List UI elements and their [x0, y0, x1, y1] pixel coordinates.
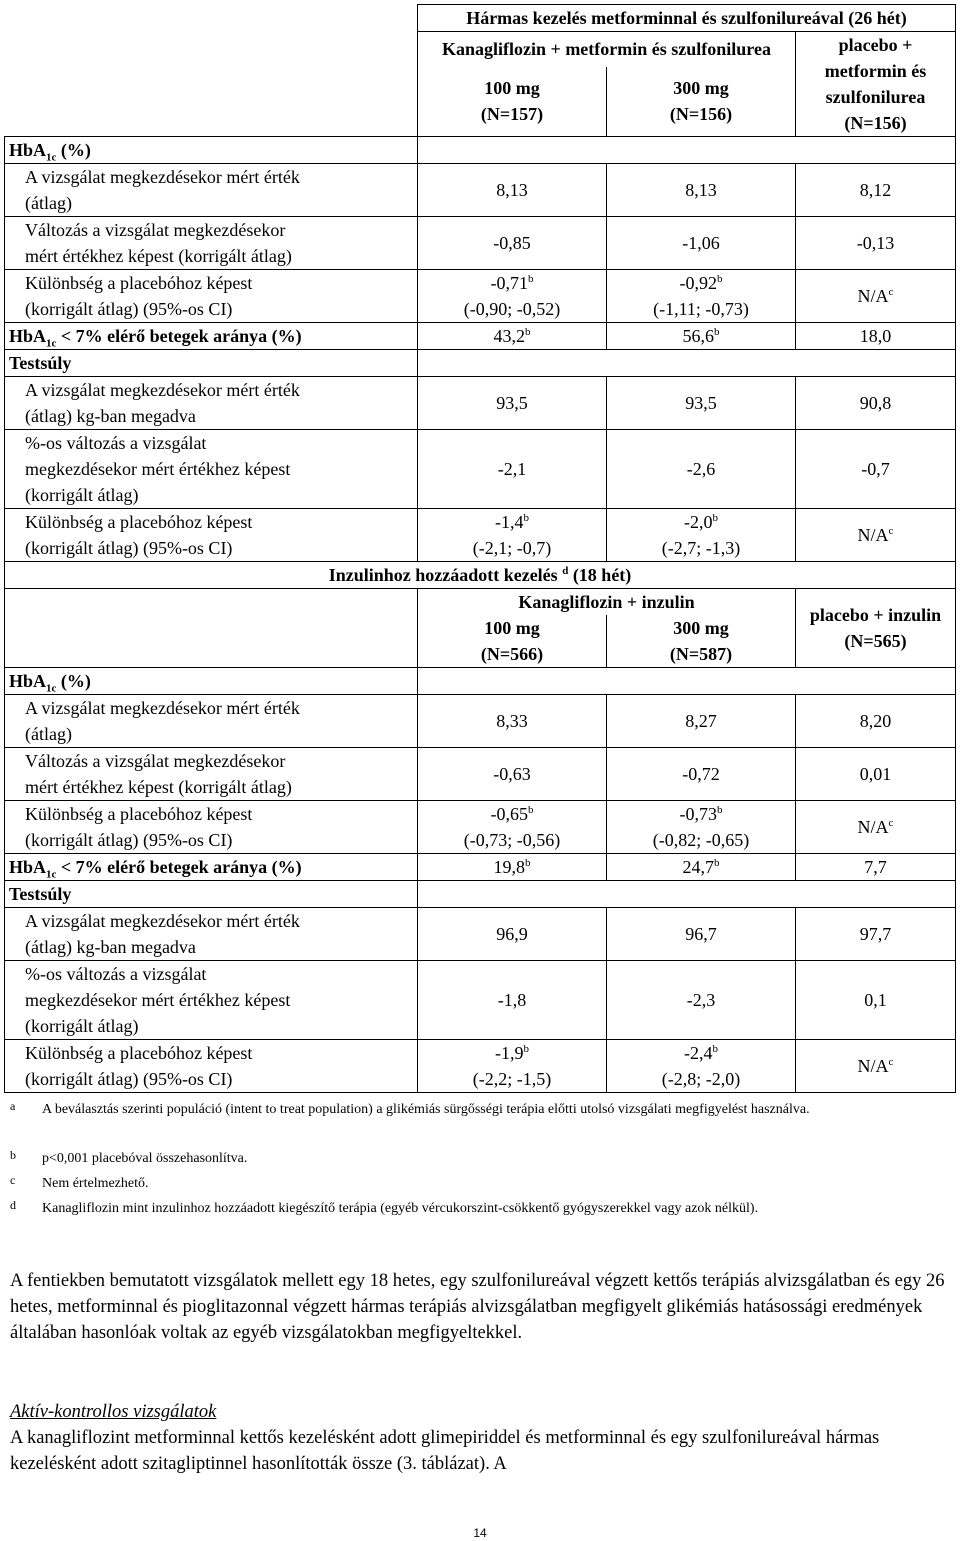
- w-change-label-2: %-os változás a vizsgálat megkezdésekor mért értékhez képest (korrigált átlag): [5, 961, 418, 1040]
- empty-corner: [5, 5, 418, 137]
- section2-col2-header: 300 mg (N=587): [607, 615, 796, 668]
- hba1c-heading: HbA$_{1c}$ (%): [5, 137, 418, 164]
- cell: -0,71$^b$ (-0,90; -0,52): [418, 270, 607, 323]
- section-heading: Aktív-kontrollos vizsgálatok: [10, 1402, 217, 1422]
- weight-heading-2: Testsúly: [5, 881, 418, 908]
- cell: 97,7: [796, 908, 956, 961]
- empty-corner-2: [5, 589, 418, 668]
- cell: $N/A^c$: [796, 1040, 956, 1093]
- cell: $N/A^c$: [796, 270, 956, 323]
- section1-group-header: Kanagliflozin + metformin és szulfonilurea: [418, 32, 796, 67]
- section1-col3-header: placebo + metformin és szulfonilurea (N=156): [796, 32, 956, 137]
- cell: 96,7: [607, 908, 796, 961]
- change-label: Változás a vizsgálat megkezdésekor mért értékhez képest (korrigált átlag): [5, 217, 418, 270]
- section2-group-header: Kanagliflozin + inzulin: [418, 589, 796, 616]
- paragraph-1: A fentiekben bemutatott vizsgálatok mellett egy 18 hetes, egy szulfonilureával végzett kettős terápiás alvizsgálatban és egy 26 hetes, metforminnal és pioglitazonnal végzett hármas terápiás alvizsgálatban megfigyelt glikémiás hatásossági eredmények általában hasonlóak voltak az egyéb vizsgálatokban megfigyeltekkel.: [10, 1271, 945, 1343]
- cell: -2,4$^b$ (-2,8; -2,0): [607, 1040, 796, 1093]
- hba1c-heading-2: HbA$_{1c}$ (%): [5, 668, 418, 695]
- cell: -0,63: [418, 748, 607, 801]
- cell: $N/A^c$: [796, 509, 956, 562]
- cell: 19,8$^b$: [418, 854, 607, 881]
- cell: -1,8: [418, 961, 607, 1040]
- footnote-d: d Kanagliflozin mint inzulinhoz hozzáadott kiegészítő terápia (egyéb vércukorszint-csökkentő gyógyszerekkel vagy azok nélkül).: [10, 1198, 759, 1216]
- cell: 8,20: [796, 695, 956, 748]
- cell: -2,6: [607, 430, 796, 509]
- cell: 43,2$^b$: [418, 323, 607, 350]
- cell: -0,72: [607, 748, 796, 801]
- baseline-label: A vizsgálat megkezdésekor mért érték (átlag): [5, 164, 418, 217]
- page-number: 14: [473, 1526, 487, 1540]
- cell: 7,7: [796, 854, 956, 881]
- section2-col1-header: 100 mg (N=566): [418, 615, 607, 668]
- section2-title: Inzulinhoz hozzáadott kezelés $^d$ (18 hét): [5, 562, 956, 589]
- cell: -0,92$^b$ (-1,11; -0,73): [607, 270, 796, 323]
- goal-label-2: HbA$_{1c}$ < 7% elérő betegek aránya (%): [5, 854, 418, 881]
- cell: 0,1: [796, 961, 956, 1040]
- baseline-label-2: A vizsgálat megkezdésekor mért érték (átlag): [5, 695, 418, 748]
- weight-heading: Testsúly: [5, 350, 418, 377]
- cell: -1,9$^b$ (-2,2; -1,5): [418, 1040, 607, 1093]
- diff-label: Különbség a placebóhoz képest (korrigált átlag) (95%-os CI): [5, 270, 418, 323]
- cell: -2,0$^b$ (-2,7; -1,3): [607, 509, 796, 562]
- cell: 93,5: [607, 377, 796, 430]
- cell: -0,13: [796, 217, 956, 270]
- cell: 90,8: [796, 377, 956, 430]
- cell: 8,13: [418, 164, 607, 217]
- footnote-c: c Nem értelmezhető.: [10, 1173, 149, 1191]
- cell: -1,4$^b$ (-2,1; -0,7): [418, 509, 607, 562]
- section2-col3-header: placebo + inzulin (N=565): [796, 589, 956, 668]
- cell: 24,7$^b$: [607, 854, 796, 881]
- diff-label-2: Különbség a placebóhoz képest (korrigált átlag) (95%-os CI): [5, 801, 418, 854]
- section1-col2-header: 300 mg (N=156): [607, 67, 796, 137]
- cell: -0,65$^b$ (-0,73; -0,56): [418, 801, 607, 854]
- cell: -0,73$^b$ (-0,82; -0,65): [607, 801, 796, 854]
- cell: $N/A^c$: [796, 801, 956, 854]
- cell: -2,1: [418, 430, 607, 509]
- section1-title: Hármas kezelés metforminnal és szulfonilureával (26 hét): [418, 5, 956, 32]
- footnote-a: a A beválasztás szerinti populáció (intent to treat population) a glikémiás sürgősségi terápia előtti utolsó vizsgálati megfigyelést használva.: [10, 1099, 810, 1117]
- cell: 8,27: [607, 695, 796, 748]
- w-baseline-label: A vizsgálat megkezdésekor mért érték (átlag) kg-ban megadva: [5, 377, 418, 430]
- cell: -1,06: [607, 217, 796, 270]
- cell: 0,01: [796, 748, 956, 801]
- cell: 56,6$^b$: [607, 323, 796, 350]
- w-diff-label-2: Különbség a placebóhoz képest (korrigált átlag) (95%-os CI): [5, 1040, 418, 1093]
- w-baseline-label-2: A vizsgálat megkezdésekor mért érték (átlag) kg-ban megadva: [5, 908, 418, 961]
- w-diff-label: Különbség a placebóhoz képest (korrigált átlag) (95%-os CI): [5, 509, 418, 562]
- change-label-2: Változás a vizsgálat megkezdésekor mért értékhez képest (korrigált átlag): [5, 748, 418, 801]
- cell: 8,33: [418, 695, 607, 748]
- cell: 96,9: [418, 908, 607, 961]
- cell: 8,13: [607, 164, 796, 217]
- cell: -0,7: [796, 430, 956, 509]
- goal-label: HbA$_{1c}$ < 7% elérő betegek aránya (%): [5, 323, 418, 350]
- results-table: [4, 4, 956, 1093]
- cell: -0,85: [418, 217, 607, 270]
- w-change-label: %-os változás a vizsgálat megkezdésekor mért értékhez képest (korrigált átlag): [5, 430, 418, 509]
- cell: 93,5: [418, 377, 607, 430]
- cell: -2,3: [607, 961, 796, 1040]
- cell: 18,0: [796, 323, 956, 350]
- footnote-b: b p<0,001 placebóval összehasonlítva.: [10, 1148, 248, 1166]
- cell: 8,12: [796, 164, 956, 217]
- paragraph-2: A kanagliflozint metforminnal kettős kezelésként adott glimepiriddel és metforminnal és egy szulfonilureával hármas kezelésként adott szitagliptinnel hasonlították össze (3. táblázat). A: [10, 1428, 880, 1474]
- section1-col1-header: 100 mg (N=157): [418, 67, 607, 137]
